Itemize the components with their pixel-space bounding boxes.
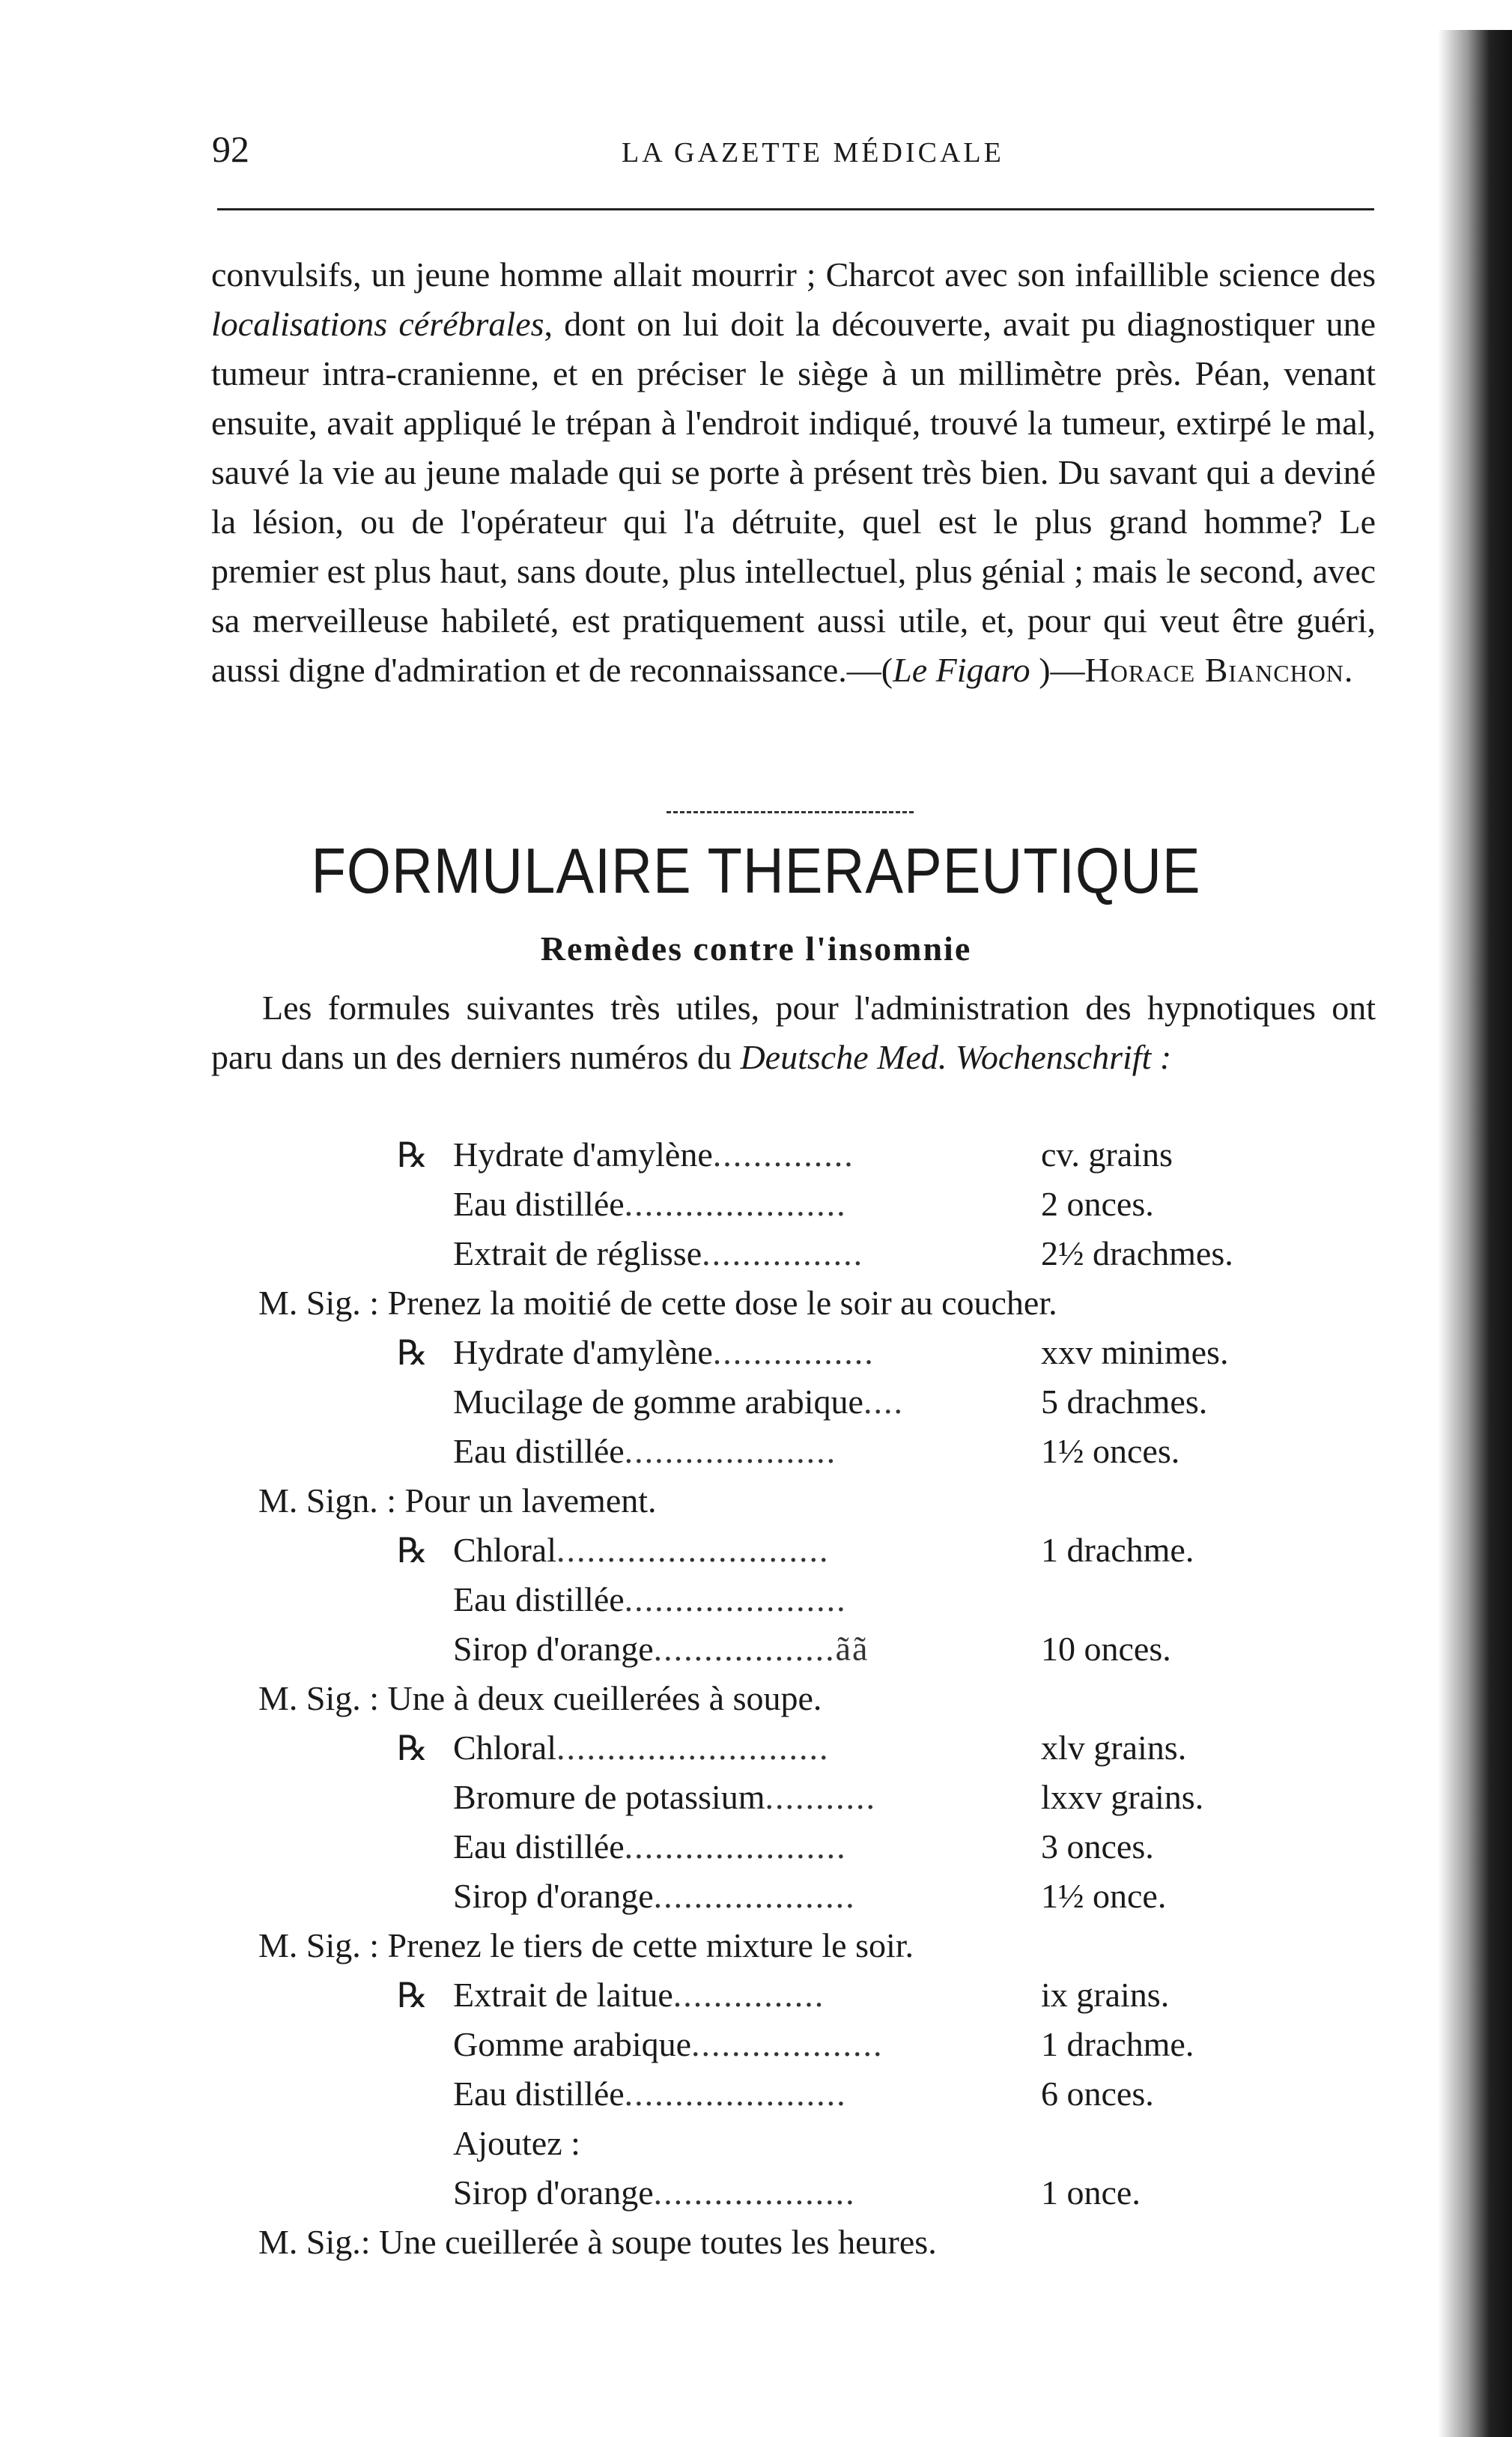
paragraph-text: )—: [1030, 651, 1085, 689]
leader-dots: .....................: [624, 1432, 837, 1470]
ingredient-quantity: 1½ once.: [1041, 1877, 1167, 1915]
leader-dots: ....................: [653, 1877, 856, 1915]
section-subtitle: Remèdes contre l'insomnie: [540, 929, 972, 968]
recipe-signature: M. Sig. : Prenez le tiers de cette mixture le soir.: [258, 1926, 914, 1964]
leader-dots: ..............: [712, 1135, 854, 1174]
ingredient-quantity: 10 onces.: [1041, 1630, 1171, 1668]
leader-dots: ...........: [765, 1778, 876, 1816]
ingredient-name: Bromure de potassium: [453, 1778, 765, 1816]
ingredient-quantity: 5 drachmes.: [1041, 1383, 1208, 1421]
page-number: 92: [212, 128, 249, 170]
leader-dots: ....: [863, 1383, 904, 1421]
ingredient-line: [453, 1629, 869, 1669]
paragraph-italic: localisations cérébrales: [211, 305, 544, 343]
author-signature: Horace Bianchon.: [1084, 651, 1354, 689]
ingredient-name: Chloral: [453, 1531, 556, 1569]
ingredient-line: [453, 1184, 847, 1224]
ingredient-line: [453, 2173, 856, 2212]
paragraph-text: convulsifs, un jeune homme allait mourrir ; Charcot avec son infaillible science des: [211, 255, 1376, 294]
running-title: LA GAZETTE MÉDICALE: [622, 137, 1004, 169]
ingredient-quantity: 3 onces.: [1041, 1827, 1154, 1866]
ingredient-quantity: 2 onces.: [1041, 1185, 1154, 1223]
ingredient-name: Hydrate d'amylène: [453, 1333, 713, 1371]
ingredient-quantity: xxv minimes.: [1041, 1333, 1229, 1371]
ingredient-name: Extrait de laitue: [453, 1976, 673, 2014]
ingredient-quantity: cv. grains: [1041, 1135, 1173, 1174]
ingredient-name: Ajoutez :: [453, 2124, 580, 2162]
ingredient-quantity: 6 onces.: [1041, 2075, 1154, 2113]
ingredient-name: Eau distillée: [453, 1185, 625, 1223]
paragraph-text: , dont on lui doit la découverte, avait pu diagnostiquer une tumeur intra-cranienne, et en préciser le siège à un millimètre près. Péan, venant ensuite, avait appliqué le trépan à l'endroit indiqué, trouvé la tumeur, extirpé le mal, sauvé la vie au jeune malade qui se porte à présent très bien. Du savant qui a deviné la lésion, ou de l'opérateur qui l'a détruite, quel est le plus grand homme? Le premier est plus haut, sans doute, plus intellectuel, plus génial ; mais le second, avec sa merveilleuse habileté, est pratiquement aussi utile, et, pour qui veut être guéri, aussi digne d'admiration et de reconnaissance.—(: [211, 305, 1376, 689]
ingredient-name: Sirop d'orange: [453, 1630, 654, 1668]
ingredient-name: Extrait de réglisse: [453, 1234, 702, 1272]
ingredient-line: [453, 1332, 875, 1372]
header-rule: [217, 208, 1374, 210]
ingredient-name: Mucilage de gomme arabique: [453, 1383, 863, 1421]
source-title: Le Figaro: [893, 651, 1030, 689]
ingredient-line: [453, 2074, 847, 2113]
leader-dots: ...........................: [556, 1531, 830, 1569]
ingredient-line: [453, 1876, 856, 1916]
ingredient-name: Sirop d'orange: [453, 1877, 654, 1915]
leader-dots: ..................ãã: [653, 1630, 869, 1668]
ingredient-quantity: xlv grains.: [1041, 1729, 1187, 1767]
leader-dots: ...............: [672, 1976, 825, 2014]
ingredient-name: Gomme arabique: [453, 2025, 692, 2063]
ingredient-line: [453, 1777, 876, 1817]
recipe-symbol: ℞: [397, 1334, 428, 1372]
recipe-symbol: ℞: [397, 1729, 428, 1767]
recipe-symbol: ℞: [397, 1532, 428, 1570]
ingredient-line: [453, 1233, 863, 1273]
ingredient-name: Eau distillée: [453, 1432, 625, 1470]
recipe-signature: M. Sig. : Une à deux cueillerées à soupe.: [258, 1679, 822, 1717]
ingredient-line: [453, 1975, 825, 2015]
leader-dots: ................: [712, 1333, 875, 1371]
page-binding-edge: [1438, 30, 1512, 2437]
ingredient-quantity: ix grains.: [1041, 1976, 1170, 2014]
ingredient-line: [453, 1728, 829, 1767]
leader-dots: ...........................: [556, 1729, 830, 1767]
leader-dots: ......................: [624, 1827, 847, 1866]
journal-name: Deutsche Med. Wochenschrift :: [740, 1038, 1172, 1076]
ingredient-line: [453, 1579, 847, 1619]
recipe-signature: M. Sig. : Prenez la moitié de cette dose le soir au coucher.: [258, 1284, 1057, 1322]
recipe-signature: M. Sig.: Une cueillerée à soupe toutes les heures.: [258, 2223, 937, 2261]
section-title: FORMULAIRE THERAPEUTIQUE: [311, 835, 1201, 908]
ingredient-quantity: 2½ drachmes.: [1041, 1234, 1233, 1272]
ingredient-quantity: 1½ onces.: [1041, 1432, 1180, 1470]
leader-dots: ......................: [624, 1185, 847, 1223]
ingredient-name: Chloral: [453, 1729, 556, 1767]
ingredient-line: [453, 1382, 904, 1421]
leader-dots: ................: [702, 1234, 864, 1272]
recipe-symbol: ℞: [397, 1136, 428, 1174]
ingredient-quantity: 1 drachme.: [1041, 1531, 1194, 1569]
leader-dots: ....................: [653, 2173, 856, 2212]
ingredient-quantity: 1 once.: [1041, 2173, 1141, 2212]
leader-dots: ...................: [691, 2025, 884, 2063]
ingredient-name: Hydrate d'amylène: [453, 1135, 713, 1174]
ingredient-line: [453, 2024, 884, 2064]
ingredient-name: Sirop d'orange: [453, 2173, 654, 2212]
ingredient-name: Eau distillée: [453, 1580, 625, 1618]
section-divider: [667, 811, 914, 813]
ingredient-quantity: lxxv grains.: [1041, 1778, 1204, 1816]
ingredient-line: [453, 1827, 847, 1866]
article-paragraph: [211, 250, 1376, 695]
ingredient-name: Eau distillée: [453, 1827, 625, 1866]
ingredient-line: [453, 1431, 837, 1471]
ingredient-quantity: 1 drachme.: [1041, 2025, 1194, 2063]
recipe-signature: M. Sign. : Pour un lavement.: [258, 1481, 657, 1520]
intro-paragraph: [211, 983, 1376, 1082]
ingredient-line: [453, 1530, 829, 1570]
ingredient-line: [453, 1135, 854, 1174]
ingredient-line: [453, 2123, 580, 2163]
intro-text: Les formules suivantes très utiles, pour l'administration des hypnotiques ont paru dans un des derniers numéros du: [211, 989, 1376, 1076]
leader-dots: ......................: [624, 1580, 847, 1618]
ingredient-name: Eau distillée: [453, 2075, 625, 2113]
leader-dots: ......................: [624, 2075, 847, 2113]
recipe-symbol: ℞: [397, 1976, 428, 2015]
